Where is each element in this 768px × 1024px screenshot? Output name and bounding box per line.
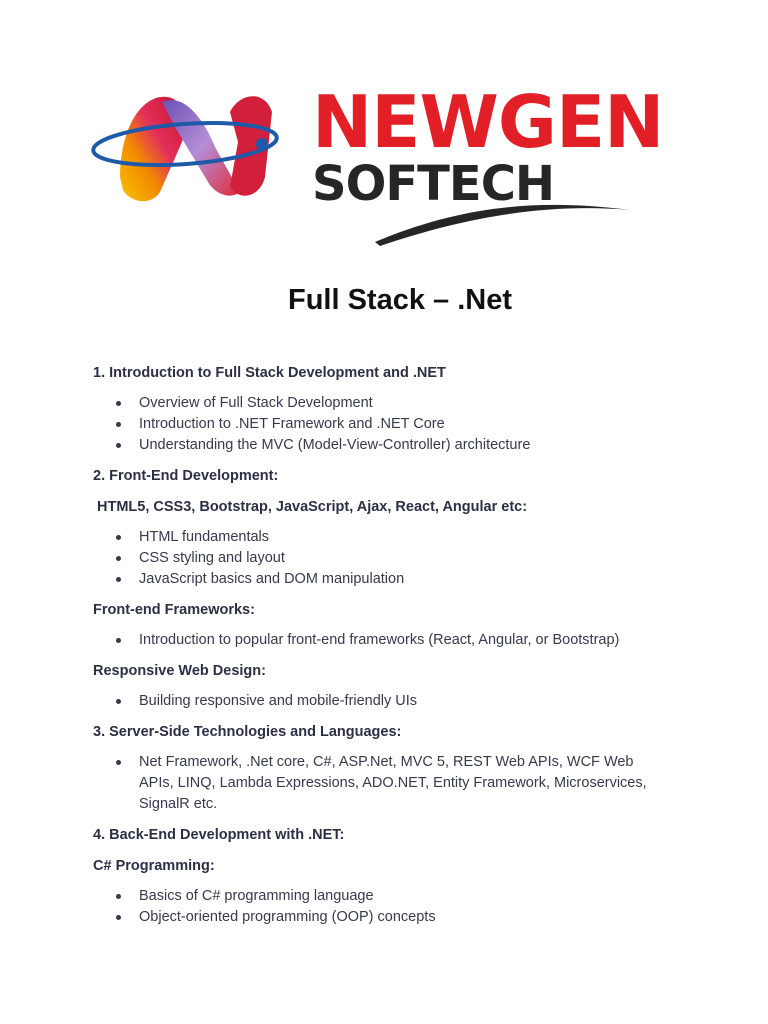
section-heading: 4. Back-End Development with .NET: [93, 827, 345, 843]
list-item: Building responsive and mobile-friendly UIs [93, 691, 693, 712]
list-item: HTML fundamentals [93, 527, 693, 548]
section-heading: 3. Server-Side Technologies and Languages: [93, 724, 402, 740]
bullet-list [93, 691, 693, 712]
bullet-icon [116, 422, 121, 427]
bullet-list [93, 630, 693, 651]
course-content [93, 362, 693, 928]
section-heading: 1. Introduction to Full Stack Development and .NET [93, 365, 446, 381]
list-item: Net Framework, .Net core, C#, ASP.Net, MVC 5, REST Web APIs, WCF Web APIs, LINQ, Lambda Expressions, ADO.NET, Entity Framework, Microservices, SignalR etc. [93, 752, 693, 815]
bullet-icon [116, 915, 121, 920]
bullet-icon [116, 699, 121, 704]
section-subheading: HTML5, CSS3, Bootstrap, JavaScript, Ajax, React, Angular etc: [93, 499, 528, 515]
list-item: Introduction to popular front-end frameworks (React, Angular, or Bootstrap) [93, 630, 693, 651]
bullet-icon [116, 535, 121, 540]
bullet-list [93, 393, 693, 456]
section-heading: Responsive Web Design: [93, 663, 266, 679]
list-item: Understanding the MVC (Model-View-Controller) architecture [93, 435, 693, 456]
list-item: Object-oriented programming (OOP) concepts [93, 907, 693, 928]
bullet-list [93, 886, 693, 928]
bullet-list [93, 752, 693, 815]
newgen-softech-logo [90, 82, 690, 252]
bullet-icon [116, 894, 121, 899]
list-item: JavaScript basics and DOM manipulation [93, 569, 693, 590]
section-heading: Front-end Frameworks: [93, 602, 255, 618]
bullet-icon [116, 638, 121, 643]
bullet-icon [116, 577, 121, 582]
brand-name-bottom: SOFTECH [312, 156, 555, 212]
section-subheading: C# Programming: [93, 858, 215, 874]
list-item: Basics of C# programming language [93, 886, 693, 907]
bullet-icon [116, 401, 121, 406]
page-title: Full Stack – .Net [287, 284, 512, 316]
brand-name-top: NEWGEN [312, 80, 664, 164]
list-item: Introduction to .NET Framework and .NET Core [93, 414, 693, 435]
bullet-icon [116, 443, 121, 448]
bullet-icon [116, 556, 121, 561]
bullet-list [93, 527, 693, 590]
section-heading: 2. Front-End Development: [93, 468, 279, 484]
list-item: Overview of Full Stack Development [93, 393, 693, 414]
bullet-icon [116, 760, 121, 765]
list-item: CSS styling and layout [93, 548, 693, 569]
